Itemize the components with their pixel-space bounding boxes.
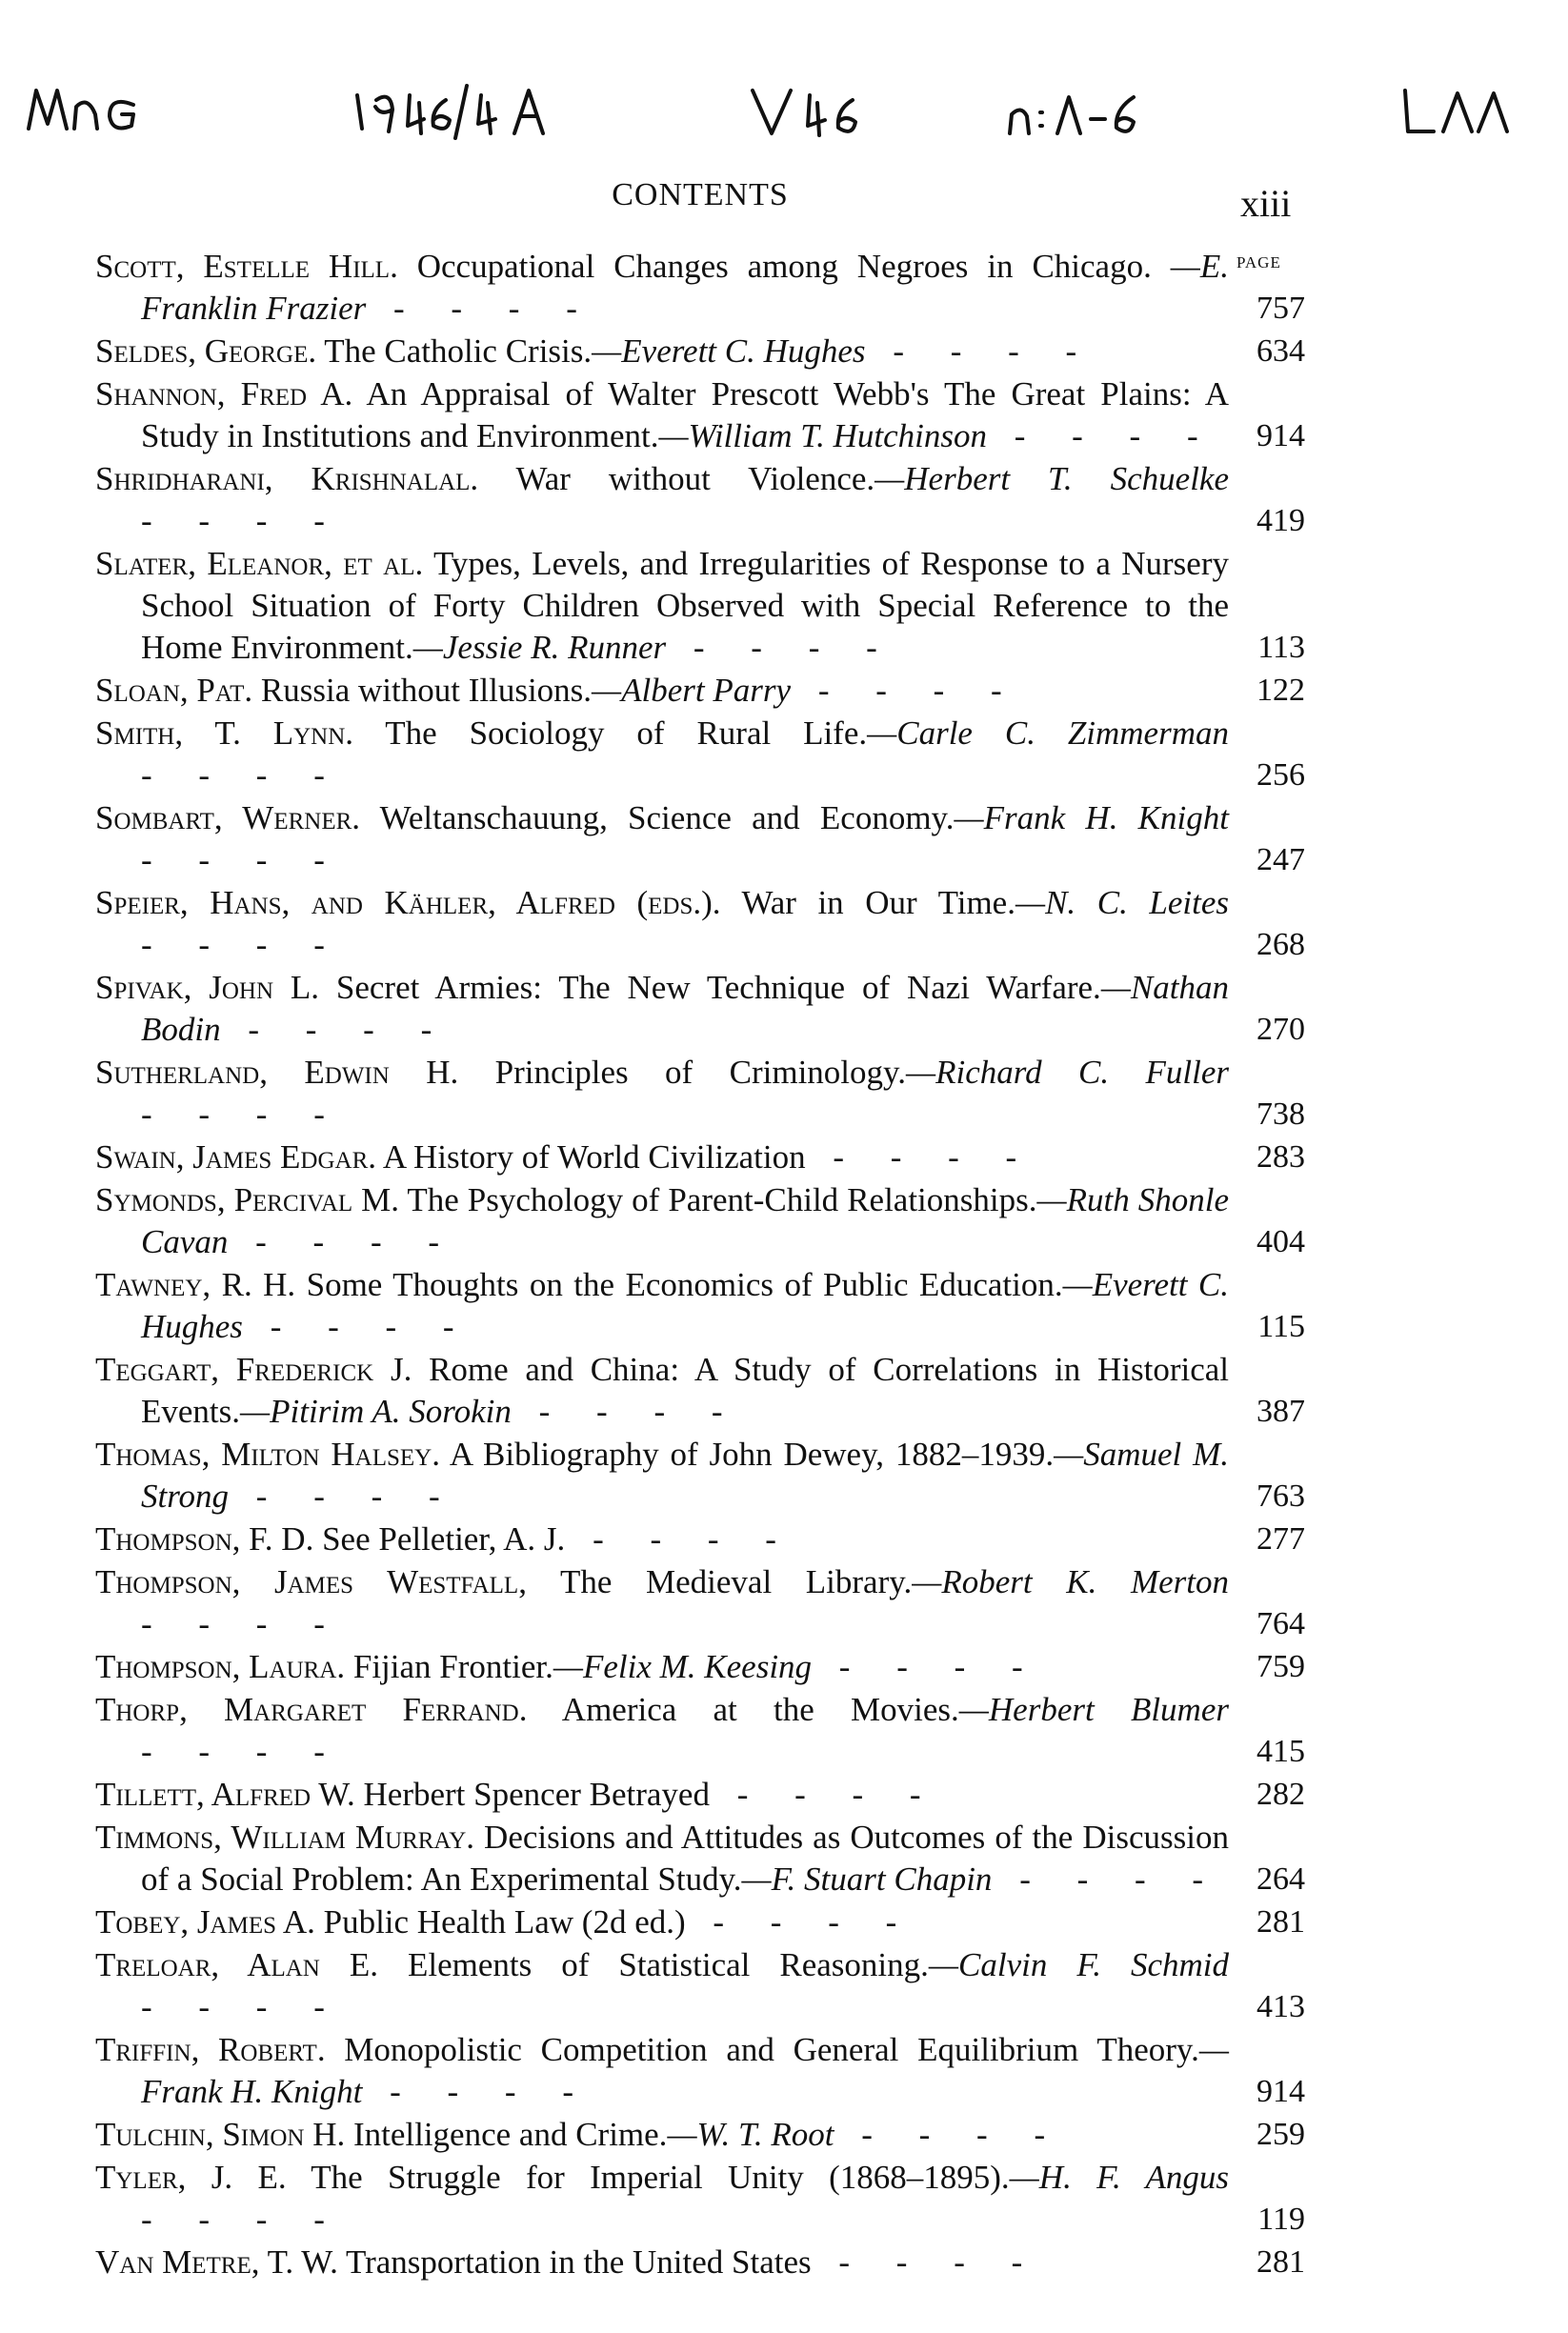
- handwriting-scribble: [0, 57, 1568, 162]
- entry-text: [95, 797, 1229, 881]
- entry-author: Tobey, James A.: [95, 1903, 315, 1941]
- leader-dashes: - - - -: [366, 290, 596, 327]
- entry-page-number: 115: [1257, 1309, 1305, 1344]
- entry-reviewer: —F. Stuart Chapin: [741, 1860, 993, 1898]
- contents-entry: [95, 1774, 1305, 1816]
- entry-title: Herbert Spencer Betrayed: [354, 1776, 710, 1813]
- entry-title: Secret Armies: The New Technique of Nazi Warfare.: [319, 969, 1101, 1006]
- entry-author: Treloar, Alan E.: [95, 1946, 378, 1983]
- leader-dashes: - - - -: [986, 417, 1217, 454]
- contents-list: [95, 246, 1305, 2283]
- entry-author: Thompson, Laura.: [95, 1648, 346, 1685]
- entry-reviewer: —Jessie R. Runner: [412, 629, 667, 666]
- entry-page-number: 247: [1256, 842, 1305, 877]
- entry-text: [95, 331, 1229, 372]
- entry-author: Thorp, Margaret Ferrand.: [95, 1691, 528, 1728]
- entry-page-number: 764: [1256, 1606, 1305, 1641]
- leader-dashes: - - - -: [865, 332, 1096, 370]
- entry-text: [95, 543, 1229, 669]
- entry-text: [95, 1264, 1229, 1348]
- entry-reviewer: —N. C. Leites: [1015, 884, 1229, 921]
- leader-dashes: - - - -: [242, 1308, 473, 1345]
- entry-text: [95, 1646, 1229, 1688]
- entry-text: [95, 1434, 1229, 1518]
- entry-author: Slater, Eleanor, et al.: [95, 545, 424, 582]
- entry-author: Smith, T. Lynn.: [95, 714, 354, 752]
- entry-page-number: 404: [1256, 1224, 1305, 1259]
- entry-author: Sutherland, Edwin H.: [95, 1054, 459, 1091]
- contents-entry: [95, 458, 1305, 542]
- handwritten-shelf-mark: [0, 57, 1568, 162]
- entry-author: Spivak, John L.: [95, 969, 320, 1006]
- entry-text: [95, 1944, 1229, 2028]
- contents-entry: [95, 2157, 1305, 2241]
- leader-dashes: - - - -: [229, 1478, 459, 1515]
- entry-reviewer: —William T. Hutchinson: [658, 417, 987, 454]
- page-column-label: PAGE: [1236, 253, 1281, 272]
- entry-page-number: 757: [1256, 291, 1305, 326]
- entry-page-number: 281: [1256, 1904, 1305, 1940]
- entry-page-number: 281: [1256, 2244, 1305, 2280]
- contents-entry: [95, 2242, 1305, 2283]
- entry-reviewer: —Samuel M. Strong: [141, 1436, 1229, 1515]
- entry-page-number: 256: [1256, 757, 1305, 793]
- entry-page-number: 283: [1256, 1139, 1305, 1175]
- leader-dashes: - - - -: [141, 1605, 344, 1642]
- contents-entry: [95, 1561, 1305, 1645]
- entry-text: [95, 882, 1229, 966]
- entry-author: Scott, Estelle Hill.: [95, 248, 398, 285]
- leader-dashes: - - - -: [141, 841, 344, 878]
- leader-dashes: - - - -: [511, 1393, 742, 1430]
- entry-reviewer: —Robert K. Merton: [912, 1563, 1229, 1600]
- entry-author: Seldes, George.: [95, 332, 317, 370]
- entry-text: [95, 1774, 1229, 1816]
- contents-entry: [95, 1817, 1305, 1901]
- contents-entry: [95, 1689, 1305, 1773]
- entry-text: [95, 713, 1229, 796]
- entry-text: [95, 458, 1229, 542]
- contents-entry: [95, 331, 1305, 372]
- entry-reviewer: —Felix M. Keesing: [553, 1648, 813, 1685]
- entry-title: Occupational Changes among Negroes in Chicago.: [397, 248, 1171, 285]
- entry-text: [95, 1179, 1229, 1263]
- leader-dashes: - - - -: [362, 2073, 593, 2110]
- contents-entry: [95, 967, 1305, 1051]
- entry-page-number: 268: [1256, 927, 1305, 962]
- entry-author: Triffin, Robert.: [95, 2031, 326, 2068]
- entry-title: Weltanschauung, Science and Economy.: [360, 799, 955, 836]
- leader-dashes: - - - -: [141, 756, 344, 794]
- entry-text: [95, 1817, 1229, 1901]
- entry-text: [95, 246, 1229, 330]
- leader-dashes: - - - -: [666, 629, 896, 666]
- leader-dashes: - - - -: [141, 2201, 344, 2238]
- entry-author: Swain, James Edgar.: [95, 1138, 377, 1176]
- entry-page-number: 419: [1256, 503, 1305, 538]
- entry-title: The Psychology of Parent-Child Relationships.: [399, 1181, 1037, 1218]
- leader-dashes: - - - -: [141, 1988, 344, 2025]
- entry-reviewer: —Frank H. Knight: [954, 799, 1229, 836]
- leader-dashes: - - - -: [228, 1223, 459, 1260]
- entry-author: Teggart, Frederick J.: [95, 1351, 412, 1388]
- entry-page-number: 270: [1256, 1012, 1305, 1047]
- leader-dashes: - - - -: [141, 1733, 344, 1770]
- contents-entry: [95, 713, 1305, 796]
- entry-title: War in Our Time.: [720, 884, 1015, 921]
- entry-reviewer: —Pitirim A. Sorokin: [240, 1393, 512, 1430]
- entry-page-number: 914: [1256, 418, 1305, 453]
- entry-author: Tawney, R. H.: [95, 1266, 296, 1303]
- entry-title: Some Thoughts on the Economics of Public Education.: [295, 1266, 1063, 1303]
- entry-text: [95, 1561, 1229, 1645]
- entry-author: Thompson, F. D.: [95, 1520, 314, 1558]
- contents-entry: [95, 373, 1305, 457]
- leader-dashes: - - - -: [791, 672, 1021, 709]
- entry-title: Intelligence and Crime.: [345, 2116, 668, 2153]
- entry-title: Fijian Frontier.: [345, 1648, 553, 1685]
- entry-title: An Appraisal of Walter Prescott Webb's The Great Plains: A Study in Institutions and Environment.: [141, 375, 1230, 454]
- contents-entry: [95, 882, 1305, 966]
- entry-reviewer: —H. F. Angus: [1009, 2159, 1229, 2196]
- entry-author: Thompson, James Westfall,: [95, 1563, 527, 1600]
- entry-text: [95, 2242, 1229, 2283]
- contents-entry: [95, 2029, 1305, 2113]
- entry-title: Transportation in the United States: [337, 2243, 812, 2281]
- entry-reviewer: —Frank H. Knight: [141, 2031, 1229, 2110]
- entry-text: [95, 373, 1229, 457]
- contents-entry: [95, 1901, 1305, 1943]
- entry-text: [95, 670, 1229, 712]
- page-number: xiii: [1240, 182, 1292, 225]
- entry-reviewer: —Carle C. Zimmerman: [867, 714, 1229, 752]
- entry-text: [95, 1136, 1229, 1178]
- entry-title: Rome and China: A Study of Correlations in Historical Events.: [141, 1351, 1230, 1430]
- leader-dashes: - - - -: [141, 926, 344, 963]
- entry-page-number: 282: [1256, 1777, 1305, 1812]
- entry-title: See Pelletier, A. J.: [313, 1520, 566, 1558]
- entry-title: A Bibliography of John Dewey, 1882–1939.: [439, 1436, 1055, 1473]
- entry-title: Monopolistic Competition and General Equilibrium Theory.: [325, 2031, 1199, 2068]
- leader-dashes: - - - -: [992, 1860, 1223, 1898]
- entry-page-number: 259: [1256, 2117, 1305, 2152]
- contents-entry: [95, 1052, 1305, 1136]
- entry-page-number: 387: [1256, 1394, 1305, 1429]
- entry-author: Tulchin, Simon H.: [95, 2116, 346, 2153]
- contents-entry: [95, 1264, 1305, 1348]
- leader-dashes: - - - -: [141, 1096, 344, 1133]
- entry-title: The Sociology of Rural Life.: [353, 714, 868, 752]
- entry-page-number: 759: [1256, 1649, 1305, 1684]
- entry-reviewer: —Herbert Blumer: [958, 1691, 1229, 1728]
- entry-page-number: 113: [1257, 630, 1305, 665]
- entry-text: [95, 1901, 1229, 1943]
- entry-title: The Catholic Crisis.: [316, 332, 593, 370]
- contents-entry: [95, 1944, 1305, 2028]
- leader-dashes: - - - -: [812, 1648, 1042, 1685]
- entry-reviewer: —E. Franklin Frazier: [141, 248, 1229, 327]
- entry-title: The Medieval Library.: [526, 1563, 913, 1600]
- entry-reviewer: —Albert Parry: [592, 672, 792, 709]
- entry-author: Thomas, Milton Halsey.: [95, 1436, 440, 1473]
- leader-dashes: - - - -: [141, 502, 344, 539]
- entry-title: Elements of Statistical Reasoning.: [377, 1946, 929, 1983]
- contents-entry: [95, 670, 1305, 712]
- entry-reviewer: —Everett C. Hughes: [592, 332, 866, 370]
- entry-text: [95, 1349, 1229, 1433]
- entry-author: Van Metre, T. W.: [95, 2243, 338, 2281]
- entry-title: The Struggle for Imperial Unity (1868–1895).: [286, 2159, 1010, 2196]
- entry-page-number: 264: [1256, 1861, 1305, 1897]
- entry-author: Symonds, Percival M.: [95, 1181, 400, 1218]
- entry-page-number: 119: [1257, 2202, 1305, 2237]
- entry-author: Shridharani, Krishnalal.: [95, 460, 479, 497]
- contents-entry: [95, 1136, 1305, 1178]
- entry-page-number: 413: [1256, 1989, 1305, 2024]
- entry-title: Russia without Illusions.: [252, 672, 593, 709]
- entry-text: [95, 2157, 1229, 2241]
- entry-author: Timmons, William Murray.: [95, 1819, 474, 1856]
- entry-reviewer: —Everett C. Hughes: [141, 1266, 1230, 1345]
- entry-title: Decisions and Attitudes as Outcomes of the Discussion of a Social Problem: An Experimental Study.: [141, 1819, 1229, 1898]
- contents-entry: [95, 246, 1305, 330]
- entry-text: [95, 1689, 1229, 1773]
- entry-reviewer: —Calvin F. Schmid: [928, 1946, 1229, 1983]
- page-header: [0, 170, 1568, 227]
- page-title: CONTENTS: [612, 177, 789, 212]
- leader-dashes: - - - -: [685, 1903, 916, 1941]
- leader-dashes: - - - -: [565, 1520, 795, 1558]
- entry-page-number: 634: [1256, 333, 1305, 369]
- entry-author: Shannon, Fred A.: [95, 375, 353, 412]
- entry-page-number: 763: [1256, 1478, 1305, 1514]
- entry-text: [95, 1518, 1229, 1560]
- contents-entry: [95, 797, 1305, 881]
- entry-title: War without Violence.: [478, 460, 875, 497]
- leader-dashes: - - - -: [834, 2116, 1065, 2153]
- contents-entry: [95, 543, 1305, 669]
- leader-dashes: - - - -: [805, 1138, 1036, 1176]
- entry-page-number: 738: [1256, 1096, 1305, 1132]
- entry-reviewer: —Herbert T. Schuelke: [874, 460, 1229, 497]
- entry-reviewer: —Richard C. Fuller: [906, 1054, 1229, 1091]
- entry-page-number: 415: [1256, 1734, 1305, 1769]
- entry-author: Sombart, Werner.: [95, 799, 361, 836]
- entry-author: Sloan, Pat.: [95, 672, 253, 709]
- contents-entry: [95, 1434, 1305, 1518]
- contents-entry: [95, 1349, 1305, 1433]
- entry-author: Tillett, Alfred W.: [95, 1776, 355, 1813]
- contents-entry: [95, 1518, 1305, 1560]
- leader-dashes: - - - -: [220, 1011, 452, 1048]
- contents-entry: [95, 1179, 1305, 1263]
- entry-title: A History of World Civilization: [376, 1138, 806, 1176]
- entry-author: Speier, Hans, and Kähler, Alfred (eds.).: [95, 884, 721, 921]
- entry-page-number: 277: [1256, 1521, 1305, 1557]
- entry-text: [95, 2114, 1229, 2156]
- entry-text: [95, 2029, 1229, 2113]
- leader-dashes: - - - -: [811, 2243, 1042, 2281]
- entry-reviewer: —Ruth Shonle Cavan: [141, 1181, 1229, 1260]
- entry-title: America at the Movies.: [527, 1691, 959, 1728]
- entry-page-number: 914: [1256, 2074, 1305, 2109]
- entry-text: [95, 967, 1229, 1051]
- entry-title: Principles of Criminology.: [458, 1054, 907, 1091]
- leader-dashes: - - - -: [709, 1776, 940, 1813]
- entry-author: Tyler, J. E.: [95, 2159, 287, 2196]
- entry-reviewer: —Nathan Bodin: [141, 969, 1230, 1048]
- entry-title: Types, Levels, and Irregularities of Response to a Nursery School Situation of Forty Children Observed with Special Reference to the Home Environment.: [141, 545, 1229, 666]
- contents-entry: [95, 1646, 1305, 1688]
- entry-text: [95, 1052, 1229, 1136]
- entry-title: Public Health Law (2d ed.): [314, 1903, 686, 1941]
- entry-reviewer: —W. T. Root: [667, 2116, 834, 2153]
- entry-page-number: 122: [1256, 673, 1305, 708]
- contents-entry: [95, 2114, 1305, 2156]
